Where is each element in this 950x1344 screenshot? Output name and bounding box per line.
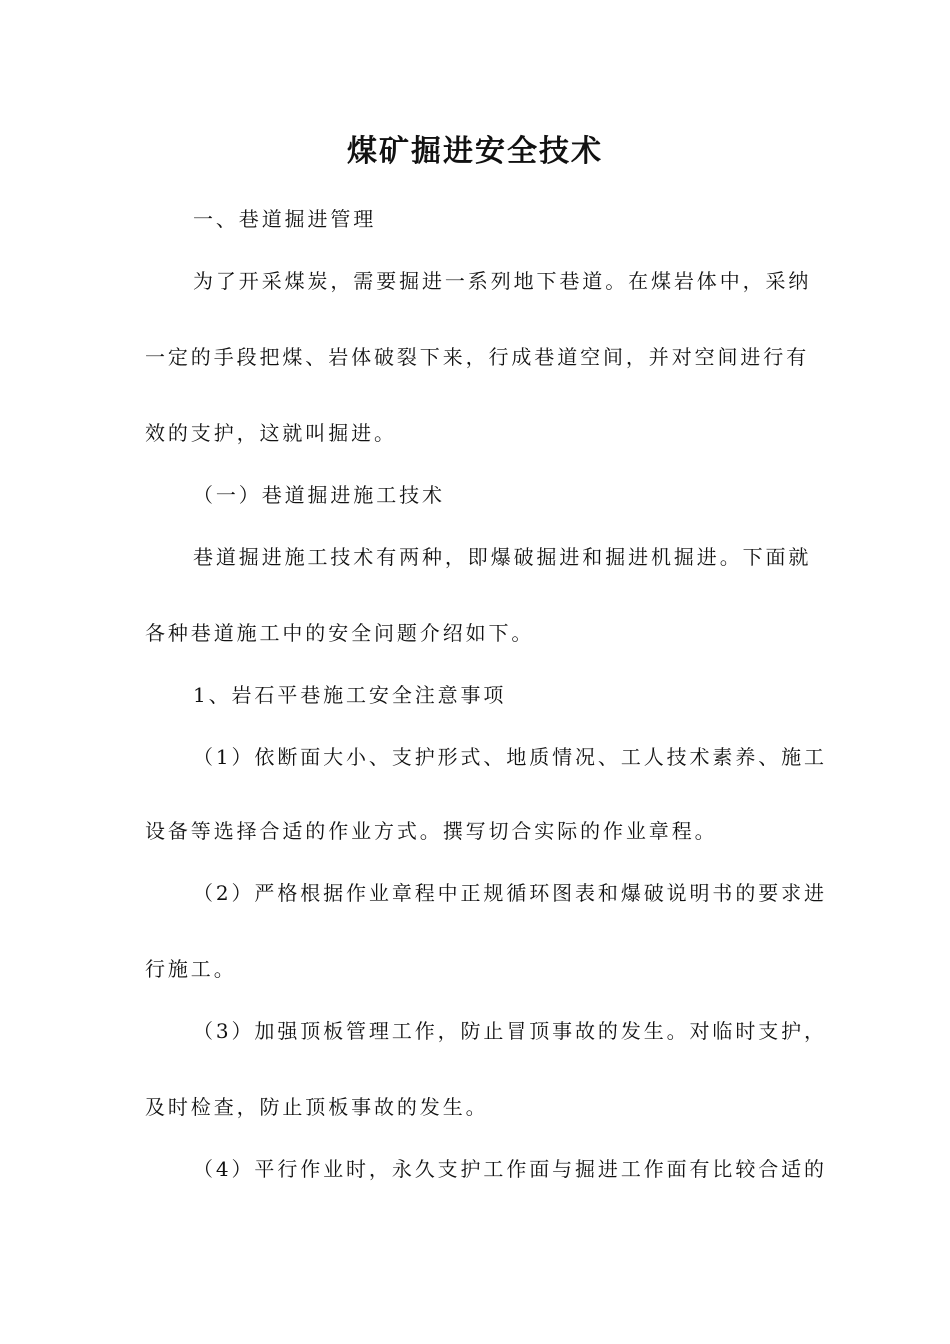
paragraph-line: 一定的手段把煤、岩体破裂下来，行成巷道空间，并对空间进行有 [145,345,810,369]
paragraph-line: 各种巷道施工中的安全问题介绍如下。 [145,621,535,645]
paragraph-line: 设备等选择合适的作业方式。撰写切合实际的作业章程。 [145,819,718,843]
paragraph-line: （1）依断面大小、支护形式、地质情况、工人技术素养、施工 [193,745,827,769]
paragraph-line: 巷道掘进施工技术有两种，即爆破掘进和掘进机掘进。下面就 [193,545,812,569]
paragraph-line: （3）加强顶板管理工作，防止冒顶事故的发生。对临时支护， [193,1019,827,1043]
item-heading: 1、岩石平巷施工安全注意事项 [193,683,507,707]
paragraph-line: （2）严格根据作业章程中正规循环图表和爆破说明书的要求进 [193,881,827,905]
subsection-heading: （一）巷道掘进施工技术 [193,483,445,507]
paragraph-line: 为了开采煤炭，需要掘进一系列地下巷道。在煤岩体中，采纳 [193,269,812,293]
paragraph-line: 效的支护，这就叫掘进。 [145,421,397,445]
paragraph-line: 及时检查，防止顶板事故的发生。 [145,1095,489,1119]
section-heading: 一、巷道掘进管理 [193,207,377,231]
document-title: 煤矿掘进安全技术 [347,134,603,169]
paragraph-line: 行施工。 [145,957,237,981]
paragraph-line: （4）平行作业时，永久支护工作面与掘进工作面有比较合适的 [193,1157,827,1181]
